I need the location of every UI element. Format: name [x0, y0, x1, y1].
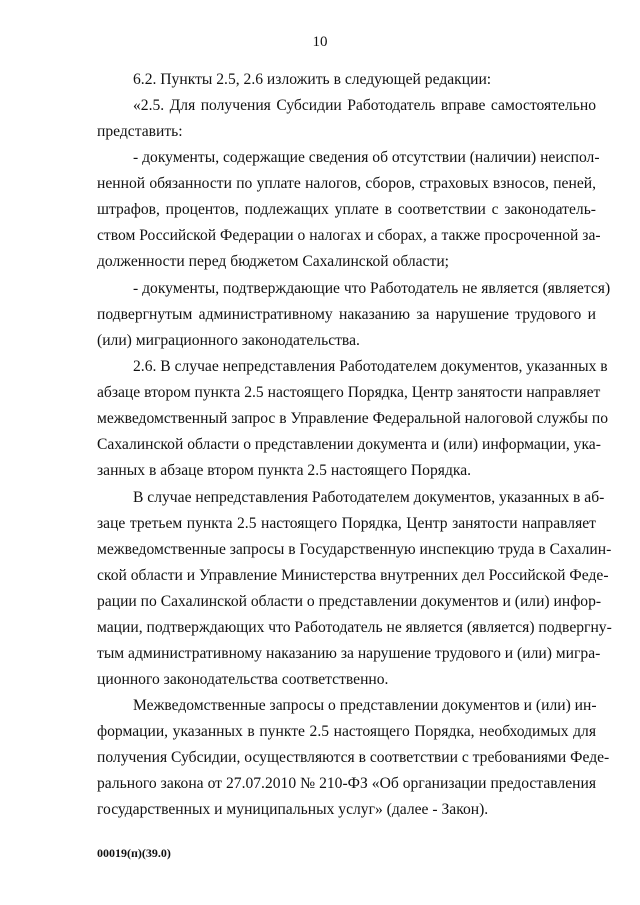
- text-line: В случае непредставления Работодателем документов, указанных в аб-: [133, 489, 605, 506]
- text-line: рации по Сахалинской области о представлении документов и (или) инфор-: [97, 593, 602, 610]
- text-line: штрафов, процентов, подлежащих уплате в соответствии с законодатель-: [97, 201, 596, 218]
- text-line: ством Российской Федерации о налогах и сборах, а также просроченной за-: [97, 227, 601, 244]
- text-line: - документы, содержащие сведения об отсутствии (наличии) неиспол-: [133, 149, 600, 166]
- footer-code: 00019(п)(39.0): [97, 846, 171, 860]
- text-line: подвергнутым административному наказанию за нарушение трудового и: [97, 306, 596, 323]
- text-line: получения Субсидии, осуществляются в соответствии с требованиями Феде-: [97, 749, 610, 766]
- text-line: Межведомственные запросы о представлении документов и (или) ин-: [133, 697, 597, 714]
- text-line: тым административному наказанию за нарушение трудового и (или) мигра-: [97, 645, 601, 662]
- text-line: ненной обязанности по уплате налогов, сборов, страховых взносов, пеней,: [97, 175, 596, 192]
- page-number: 10: [312, 34, 328, 50]
- text-line: ционного законодательства соответственно.: [97, 671, 389, 688]
- text-line: межведомственный запрос в Управление Федеральной налоговой службы по: [97, 410, 608, 427]
- text-line: «2.5. Для получения Субсидии Работодатель вправе самостоятельно: [133, 97, 596, 114]
- text-line: Сахалинской области о представлении документа и (или) информации, ука-: [97, 436, 601, 453]
- text-line: мации, подтверждающих что Работодатель не является (является) подвергну-: [97, 619, 612, 636]
- text-line: долженности перед бюджетом Сахалинской области;: [97, 253, 450, 270]
- text-line: занных в абзаце втором пункта 2.5 настоящего Порядка.: [97, 462, 472, 479]
- text-line: заце третьем пункта 2.5 настоящего Порядка, Центр занятости направляет: [97, 515, 596, 532]
- text-line: формации, указанных в пункте 2.5 настоящего Порядка, необходимых для: [97, 723, 596, 740]
- text-line: - документы, подтверждающие что Работодатель не является (является): [133, 280, 611, 297]
- text-line: рального закона от 27.07.2010 № 210-ФЗ «Об организации предоставления: [97, 775, 596, 792]
- text-line: межведомственные запросы в Государственную инспекцию труда в Сахалин-: [97, 541, 612, 558]
- text-line: ской области и Управление Министерства внутренних дел Российской Феде-: [97, 567, 609, 584]
- text-line: абзаце втором пункта 2.5 настоящего Порядка, Центр занятости направляет: [97, 384, 601, 401]
- text-line: 6.2. Пункты 2.5, 2.6 изложить в следующей редакции:: [133, 71, 492, 88]
- text-line: 2.6. В случае непредставления Работодателем документов, указанных в: [133, 358, 608, 375]
- text-line: государственных и муниципальных услуг» (далее - Закон).: [97, 801, 489, 818]
- text-line: представить:: [97, 123, 183, 140]
- text-line: (или) миграционного законодательства.: [97, 332, 360, 349]
